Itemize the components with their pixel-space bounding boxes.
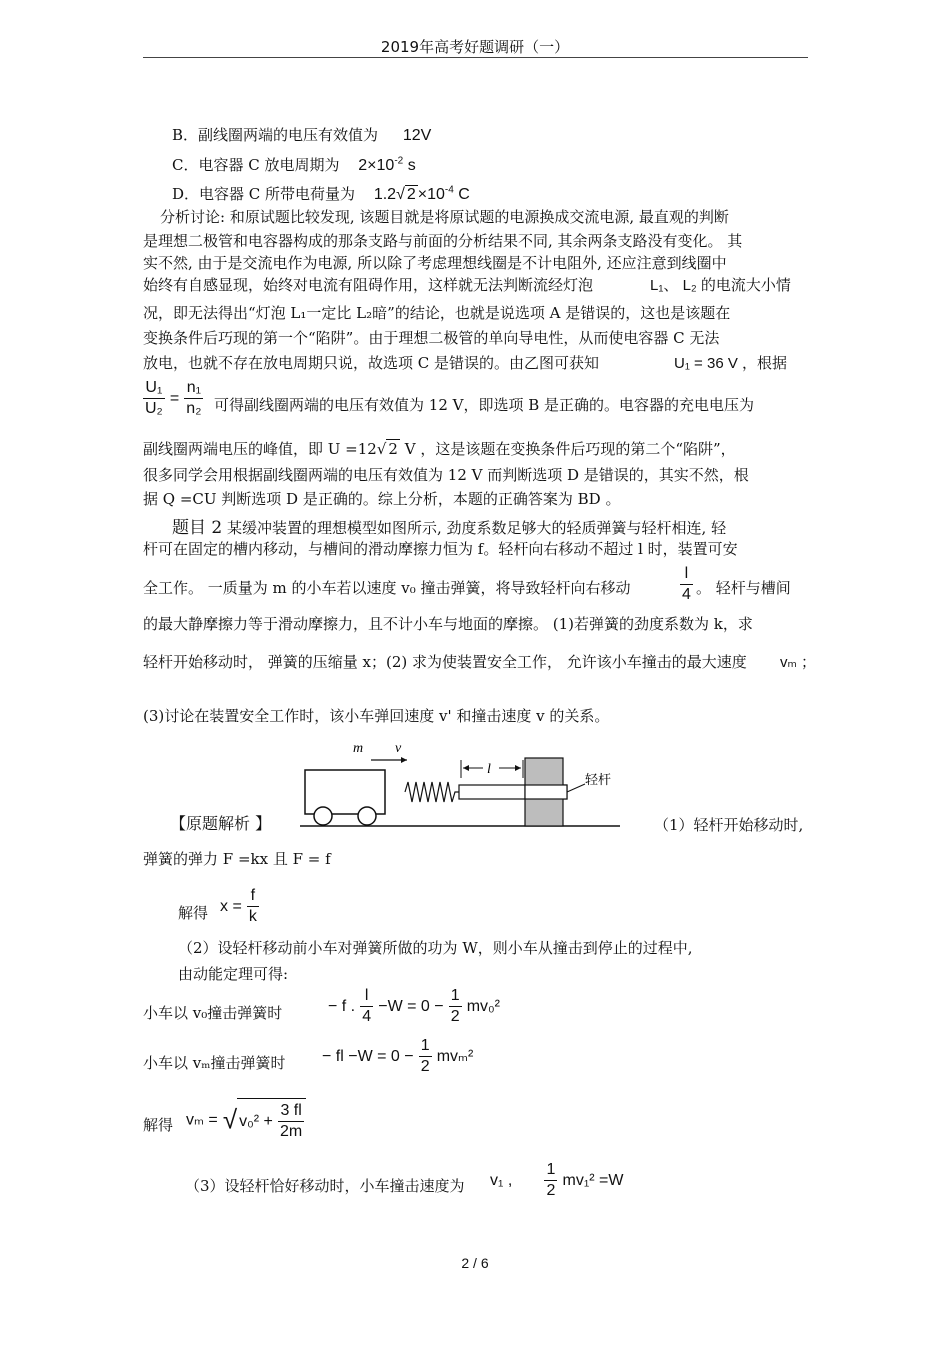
numerator: l (680, 564, 693, 585)
fraction (680, 564, 693, 605)
option-c-text: C．电容器 C 放电周期为 (172, 156, 340, 174)
header-rule (143, 57, 808, 58)
problem-text: 某缓冲装置的理想模型如图所示, 劲度系数足够大的轻质弹簧与轻杆相连, 轻 (227, 519, 727, 537)
velocity-arrowhead (401, 757, 407, 763)
fraction (360, 986, 373, 1027)
l-arrowhead (515, 765, 521, 771)
numerator: U₁ (143, 378, 165, 399)
analysis-line: U₁ = 36 V ，根据 (674, 355, 788, 372)
problem-line: 轻杆开始移动时， 弹簧的压缩量 x；(2) 求为使装置安全工作， 允许该小车撞击的最大速度 (143, 653, 747, 671)
formula-x (220, 886, 259, 927)
denominator: 4 (362, 1008, 372, 1025)
denominator: k (248, 908, 257, 925)
fraction (544, 1160, 557, 1201)
problem-2-line1 (172, 513, 726, 538)
option-d-value: 1.2√ $2 \times 10^{-4}$ C (373, 184, 470, 203)
option-c-value (358, 157, 415, 174)
option-c-exp: -2 (394, 155, 404, 167)
analysis-line: 可得副线圈两端的电压有效值为 12 V，即选项 B 是正确的。电容器的充电电压为 (214, 396, 755, 414)
denominator: 2 (420, 1058, 430, 1075)
buffer-device-figure (295, 738, 635, 834)
option-d-root: 2 (406, 186, 416, 203)
spring (405, 782, 459, 802)
equals-sign: = (169, 390, 180, 407)
sqrt-content (237, 1098, 306, 1142)
fraction (278, 1101, 304, 1142)
formula-v0 (328, 986, 500, 1027)
denominator: 4 (682, 586, 691, 603)
option-b-value: 12V (402, 127, 432, 144)
l-arrowhead (463, 765, 469, 771)
formula-vm (322, 1036, 473, 1077)
fraction (419, 1036, 432, 1077)
solution-line: 弹簧的弹力 F =kx 且 F = f (143, 850, 331, 868)
formula-text: − f . (328, 998, 356, 1015)
solution-line: （2）设轻杆移动前小车对弹簧所做的功为 W，则小车从撞击到停止的过程中, (178, 939, 693, 957)
solution-line: （3）设轻杆恰好移动时，小车撞击速度为 (185, 1177, 465, 1195)
problem-title: 题目 2 (172, 518, 223, 538)
formula-text: vₘ = (186, 1111, 218, 1129)
fraction-u (143, 378, 165, 419)
label-m: m (353, 741, 364, 756)
solution-line: 小车以 v₀撞击弹簧时 (143, 1004, 283, 1022)
problem-line: 全工作。 一质量为 m 的小车若以速度 v₀ 撞击弹簧，将导致轻杆向右移动 (143, 579, 631, 597)
solution-line: 由动能定理可得: (178, 965, 289, 983)
option-d-mid: ×10 (417, 186, 445, 203)
fraction-n (184, 378, 203, 419)
formula-vm-result (186, 1098, 306, 1142)
problem-line: 。 轻杆与槽间 (696, 579, 791, 597)
option-d-text: D．电容器 C 所带电荷量为 (172, 185, 356, 203)
analysis-line: L₁、 L₂ 的电流大小情 (650, 277, 791, 294)
analysis-text: V ，这是该题在变换条件后巧现的第二个“陷阱”， (399, 440, 736, 458)
solution-label: 【原题解析 】 (170, 814, 272, 833)
analysis-line: 是理想二极管和电容器构成的那条支路与前面的分析结果不同, 其余两条支路没有变化。 其 (143, 232, 743, 250)
numerator: n₁ (184, 378, 203, 399)
numerator: 1 (419, 1036, 432, 1057)
option-d (172, 183, 470, 204)
formula-text: mvₘ² (436, 1048, 474, 1065)
solution-line: （1）轻杆开始移动时, (654, 816, 804, 834)
formula-text: − fl −W = 0 − (322, 1048, 414, 1065)
formula-v1 (490, 1160, 623, 1201)
sqrt-value: 2 (388, 440, 398, 458)
analysis-line: 况，即无法得出“灯泡 L₁一定比 L₂暗”的结论，也就是说选项 A 是错误的，这也是该题在 (143, 304, 731, 322)
problem-line: vₘ ； (780, 654, 817, 671)
formula-text: mv₀² (466, 998, 500, 1015)
numerator: 3 fl (278, 1101, 304, 1122)
denominator: n₂ (186, 400, 202, 417)
solution-line: 解得 (178, 904, 209, 922)
fraction (449, 986, 462, 1027)
denominator: 2 (450, 1008, 460, 1025)
page-number: 2 / 6 (461, 1255, 489, 1271)
problem-line: 杆可在固定的槽内移动，与槽间的滑动摩擦力恒为 f。轻杆向右移动不超过 l 时，装置可安 (143, 540, 738, 558)
problem-line: 的最大静摩擦力等于滑动摩擦力，且不计小车与地面的摩擦。 (1)若弹簧的劲度系数为 k，求 (143, 615, 753, 633)
rod-in-slot (525, 785, 567, 799)
analysis-line: 分析讨论: 和原试题比较发现, 该题目就是将原试题的电源换成交流电源, 最直观的判断 (160, 208, 729, 226)
formula-text: v₁ , (490, 1172, 513, 1189)
denominator: 2 (546, 1182, 556, 1199)
solution-line: 小车以 vₘ撞击弹簧时 (143, 1054, 286, 1072)
analysis-line: 始终有自感显现，始终对电流有阻碍作用，这样就无法判断流经灯泡 (143, 276, 594, 294)
cart-wheel (358, 807, 376, 825)
analysis-line: 副线圈两端电压的峰值，即 U =12√ 2 V ，这是该题在变换条件后巧现的第二个“陷阱”， (143, 440, 736, 458)
analysis-line: 据 Q =CU 判断选项 D 是正确的。综上分析，本题的正确答案为 BD 。 (143, 490, 621, 508)
rod-leader-line (567, 784, 585, 792)
numerator: f (247, 886, 259, 907)
option-d-unit: C (458, 186, 470, 203)
formula-text: v₀² + (239, 1113, 273, 1130)
analysis-line: 放电，也就不存在放电周期只说，故选项 C 是错误的。由乙图可获知 (143, 354, 600, 372)
cart-body (305, 770, 385, 814)
numerator: l (360, 986, 373, 1007)
fraction (247, 886, 259, 927)
solution-line: 解得 (143, 1116, 174, 1134)
cart-wheel (314, 807, 332, 825)
denominator: 2m (280, 1123, 303, 1140)
label-v: v (395, 741, 402, 756)
option-d-pre: 1.2 (373, 186, 397, 203)
fraction-l-4 (680, 564, 693, 605)
numerator: 1 (449, 986, 462, 1007)
analysis-text: 副线圈两端电压的峰值，即 U =12 (143, 440, 377, 458)
numerator: 1 (544, 1160, 557, 1181)
denominator: U₂ (145, 400, 163, 417)
formula-text: mv₁² =W (562, 1172, 624, 1189)
option-b-text: B．副线圈两端的电压有效值为 (172, 126, 379, 144)
analysis-line: 很多同学会用根据副线圈两端的电压有效值为 12 V 而判断选项 D 是错误的，其实不然，根 (143, 466, 749, 484)
problem-line: (3)讨论在装置安全工作时，该小车弹回速度 v' 和撞击速度 v 的关系。 (143, 707, 610, 725)
option-b (172, 124, 431, 145)
option-c-mantissa: 2×10 (358, 157, 395, 174)
sqrt-sign: √ (222, 1104, 238, 1135)
formula-text: x = (220, 898, 242, 915)
option-c (172, 154, 416, 175)
page-header: 2019年高考好题调研（一） (380, 38, 570, 56)
label-rod: 轻杆 (585, 773, 612, 788)
option-c-unit: s (407, 157, 416, 174)
formula-text: −W = 0 − (378, 998, 444, 1015)
option-d-exp: -4 (444, 184, 454, 196)
analysis-line: 实不然, 由于是交流电作为电源, 所以除了考虑理想线圈是不计电阻外, 还应注意到线圈中 (143, 254, 727, 272)
ratio-formula (143, 378, 203, 419)
analysis-line: 变换条件后巧现的第一个“陷阱”。由于理想二极管的单向导电性，从而使电容器 C 无法 (143, 329, 720, 347)
label-l: l (487, 762, 491, 777)
